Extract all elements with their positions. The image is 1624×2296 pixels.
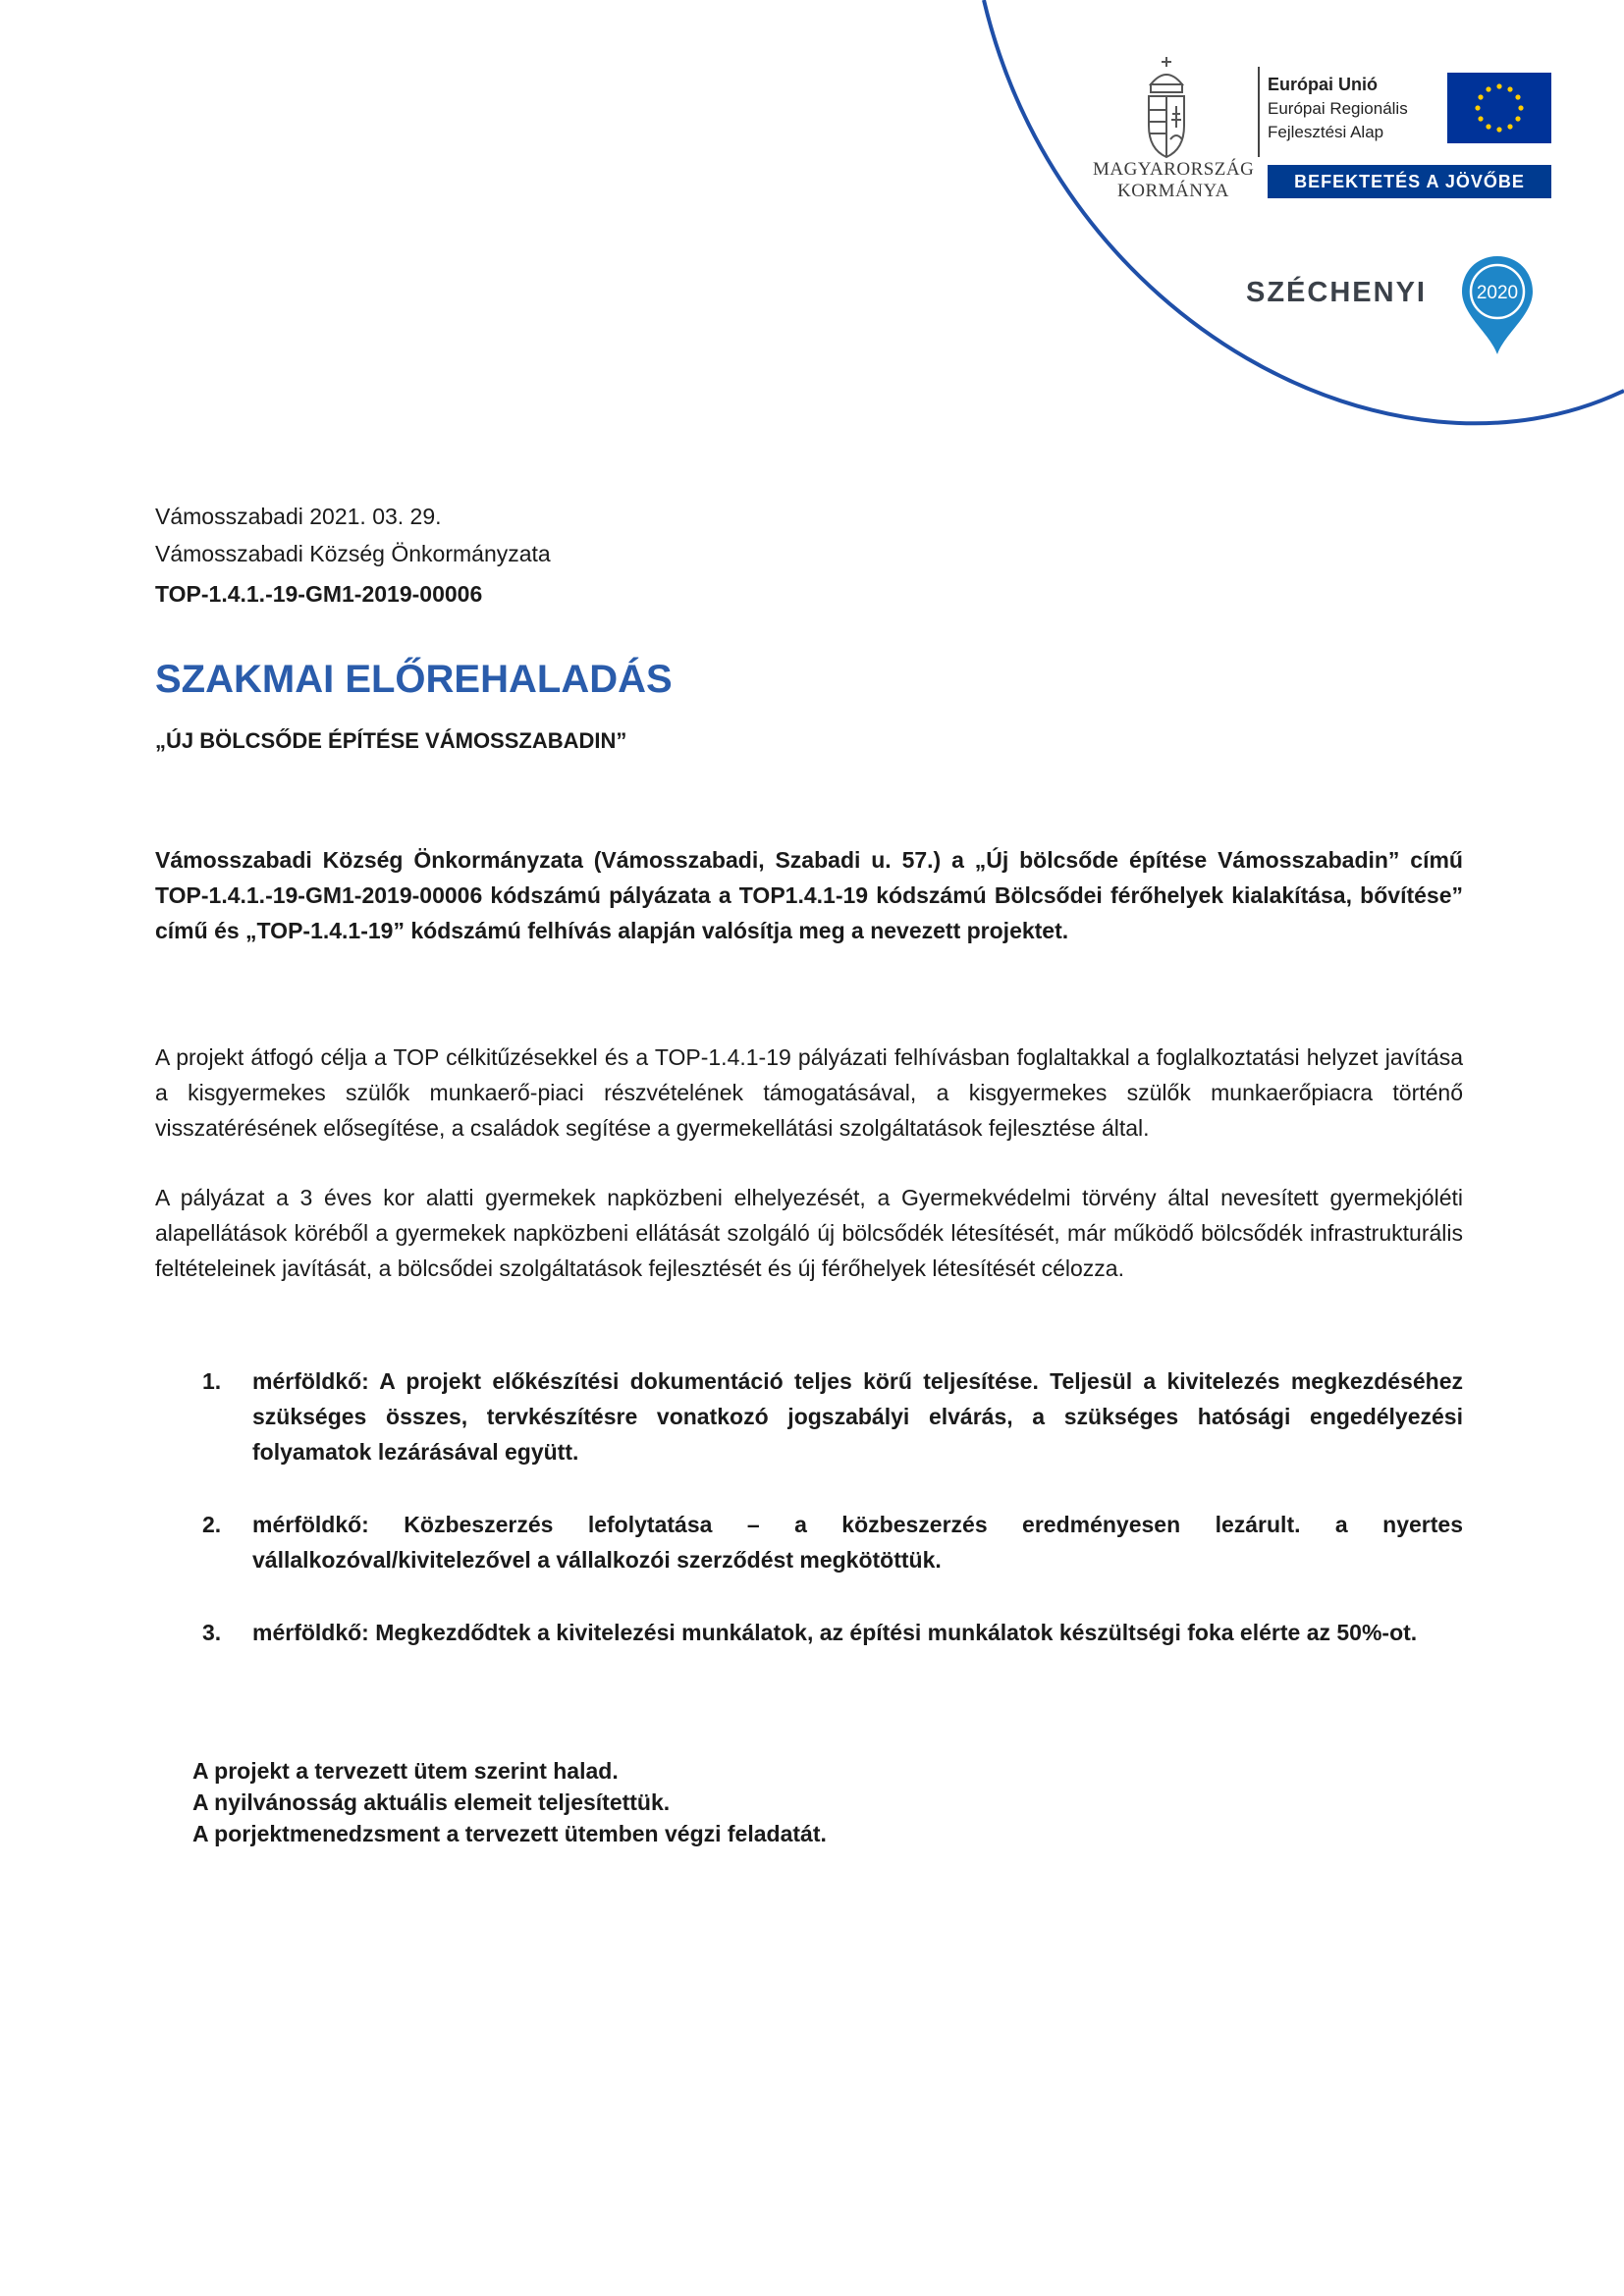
- milestone-number: 2.: [202, 1512, 222, 1537]
- goal-paragraph: A projekt átfogó célja a TOP célkitűzésekkel és a TOP-1.4.1-19 pályázati felhívásban foglaltakkal a foglalkoztatási helyzet javítása a kisgyermekes szülők munkaerő-piaci részvételének támogatásával, a kisgyermekes szülők munkaerőpiacra történő visszatérésének elősegítése, a családok segítése a gyermekellátási szolgáltatások fejlesztése által.: [155, 1044, 1463, 1141]
- scope-paragraph: A pályázat a 3 éves kor alatti gyermekek napközbeni elhelyezését, a Gyermekvédelmi törvény által nevesített gyermekjóléti alapellátások köréből a gyermekek napközbeni ellátását szolgáló új bölcsődék létesítését, már működő bölcsődék infrastrukturális feltételeinek javítását, a bölcsődei szolgáltatások fejlesztését és új férőhelyek létesítését célozza.: [155, 1185, 1463, 1281]
- organization-name: Vámosszabadi Község Önkormányzata: [155, 541, 551, 566]
- closing-line: A nyilvánosság aktuális elemeit teljesítettük.: [192, 1789, 671, 1815]
- milestone-text: mérföldkő: Megkezdődtek a kivitelezési munkálatok, az építési munkálatok készültségi foka elérte az 50%-ot.: [252, 1620, 1418, 1645]
- eu-slogan-banner: BEFEKTETÉS A JÖVŐBE: [1268, 165, 1551, 198]
- eu-name: Európai Unió: [1268, 75, 1378, 94]
- eu-divider: [1258, 67, 1260, 157]
- project-code: TOP-1.4.1.-19-GM1-2019-00006: [155, 581, 483, 607]
- milestone-text: mérföldkő: A projekt előkészítési dokumentáció teljes körű teljesítése. Teljesül a kivitelezés megkezdéséhez szükséges összes, tervkészítésre vonatkozó jogszabályi elvárás, a szükséges hatósági engedélyezési folyamatok lezárásával együtt.: [252, 1368, 1463, 1465]
- eu-flag-icon: [1447, 73, 1551, 143]
- document-date: Vámosszabadi 2021. 03. 29.: [155, 504, 442, 529]
- government-name-line1: MAGYARORSZÁG: [1093, 159, 1255, 180]
- coat-of-arms-icon: [1137, 55, 1196, 161]
- header-arc: [0, 0, 1624, 452]
- document-subtitle: „ÚJ BÖLCSŐDE ÉPÍTÉSE VÁMOSSZABADIN”: [155, 728, 627, 753]
- milestone-item: [155, 1615, 1463, 1650]
- document-title: SZAKMAI ELŐREHALADÁS: [155, 658, 673, 701]
- szechenyi-year: 2020: [1476, 283, 1519, 303]
- eu-fund-line1: Európai Regionális: [1268, 99, 1408, 118]
- milestone-text: mérföldkő: Közbeszerzés lefolytatása – a közbeszerzés eredményesen lezárult. a nyertes vállalkozóval/kivitelezővel a vállalkozói szerződést megkötöttük.: [252, 1512, 1463, 1573]
- closing-line: A projekt a tervezett ütem szerint halad.: [192, 1758, 619, 1784]
- location-pin-icon: [1460, 254, 1535, 356]
- milestone-number: 1.: [202, 1368, 222, 1394]
- intro-paragraph: Vámosszabadi Község Önkormányzata (Vámosszabadi, Szabadi u. 57.) a „Új bölcsőde építése Vámosszabadin” című TOP-1.4.1.-19-GM1-2019-00006 kódszámú pályázata a TOP1.4.1-19 kódszámú Bölcsődei férőhelyek kialakítása, bővítése” című és „TOP-1.4.1-19” kódszámú felhívás alapján valósítja meg a nevezett projektet.: [155, 847, 1463, 943]
- milestone-item: [155, 1507, 1463, 1577]
- closing-line: A porjektmenedzsment a tervezett ütemben végzi feladatát.: [192, 1821, 827, 1846]
- milestone-number: 3.: [202, 1620, 222, 1645]
- government-name-line2: KORMÁNYA: [1117, 181, 1229, 201]
- eu-fund-line2: Fejlesztési Alap: [1268, 123, 1384, 141]
- szechenyi-logo-text: SZÉCHENYI: [1246, 277, 1427, 308]
- milestone-item: [155, 1363, 1463, 1469]
